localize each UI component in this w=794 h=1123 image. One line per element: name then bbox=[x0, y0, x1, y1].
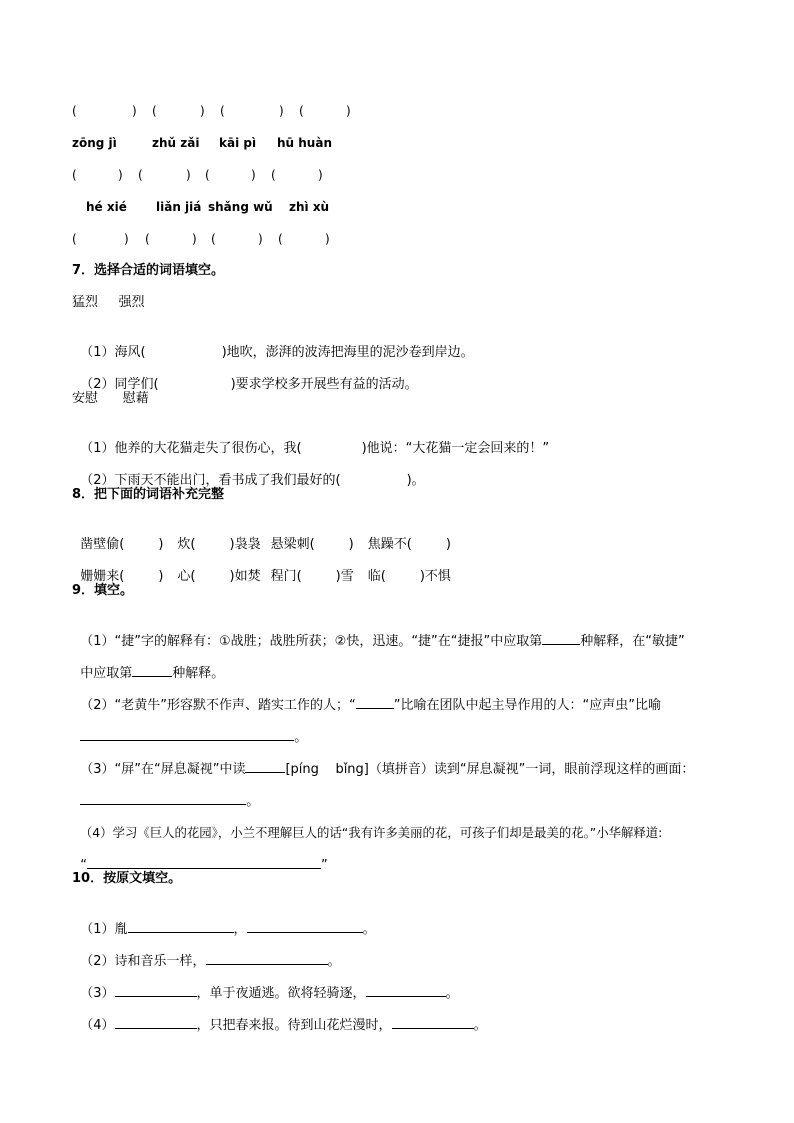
question-9-title: 9．填空。 bbox=[72, 583, 134, 598]
idiom-part: 姗姗来( bbox=[80, 569, 125, 584]
answer-blank[interactable] bbox=[392, 1016, 474, 1029]
pinyin-word: kāi pì bbox=[219, 136, 257, 150]
close-bracket: ) bbox=[200, 104, 205, 118]
question-7-item-3 bbox=[72, 422, 549, 458]
open-bracket: ( bbox=[72, 168, 77, 182]
idiom-part: 凿壁偷( bbox=[80, 537, 125, 552]
pinyin-word: zhǔ zǎi bbox=[152, 136, 200, 150]
item-text: （3）“屏”在“屏息凝视”中读 bbox=[80, 762, 246, 777]
item-text: （1）海风( bbox=[80, 345, 146, 360]
item-text: )他说：“大花猫一定会回来的！” bbox=[361, 441, 550, 456]
question-8-title: 8．把下面的词语补充完整 bbox=[72, 487, 225, 502]
item-text: ，只把春来报。待到山花烂漫时， bbox=[196, 1018, 392, 1033]
idiom-part: )不惧 bbox=[419, 569, 451, 584]
answer-blank[interactable] bbox=[245, 760, 285, 773]
open-bracket: ( bbox=[271, 168, 276, 182]
question-7-item-2 bbox=[72, 358, 418, 394]
item-text: ，单于夜遁逃。欲将轻骑逐， bbox=[196, 986, 366, 1001]
question-7-title: 7．选择合适的词语填空。 bbox=[72, 263, 225, 278]
answer-blank[interactable] bbox=[115, 984, 197, 997]
question-10-title: 10．按原文填空。 bbox=[72, 871, 182, 886]
answer-blank[interactable] bbox=[356, 696, 394, 709]
item-text: 种解释。 bbox=[172, 666, 225, 681]
open-bracket: ( bbox=[152, 104, 157, 118]
open-bracket: ( bbox=[211, 232, 216, 246]
question-8-row-1 bbox=[72, 518, 451, 554]
idiom-part: )雪 bbox=[335, 569, 354, 584]
close-bracket: ) bbox=[346, 104, 351, 118]
answer-blank[interactable] bbox=[247, 920, 363, 933]
close-bracket: ) bbox=[132, 104, 137, 118]
open-bracket: ( bbox=[299, 104, 304, 118]
open-bracket: ( bbox=[278, 232, 283, 246]
close-bracket: ) bbox=[258, 232, 263, 246]
pinyin-word: hé xié bbox=[86, 200, 127, 214]
idiom-part: )如焚 bbox=[229, 569, 261, 584]
item-text: “ bbox=[80, 858, 88, 873]
item-text: 。 bbox=[473, 1018, 487, 1033]
answer-blank[interactable] bbox=[80, 792, 246, 805]
idiom-part: ) bbox=[445, 537, 451, 552]
idiom-part: ) bbox=[158, 537, 164, 552]
question-7-item-1 bbox=[72, 326, 474, 362]
item-text: （2）同学们( bbox=[80, 377, 159, 392]
open-bracket: ( bbox=[220, 104, 225, 118]
answer-blank[interactable] bbox=[542, 632, 580, 645]
question-9-item-4 bbox=[72, 806, 662, 842]
question-10-item-4 bbox=[72, 998, 487, 1035]
item-text: （2）“老黄牛”形容默不作声、踏实工作的人；“ bbox=[80, 698, 356, 713]
item-text: （2）诗和音乐一样， bbox=[80, 954, 206, 969]
pinyin-word: zōng jì bbox=[72, 136, 117, 150]
item-text: （4） bbox=[80, 1018, 115, 1033]
close-bracket: ) bbox=[325, 232, 330, 246]
item-text: )。 bbox=[406, 473, 425, 488]
open-bracket: ( bbox=[72, 104, 77, 118]
close-bracket: ) bbox=[318, 168, 323, 182]
item-text: ” bbox=[321, 858, 328, 873]
open-bracket: ( bbox=[205, 168, 210, 182]
close-bracket: ) bbox=[186, 168, 191, 182]
item-text: 。 bbox=[362, 922, 376, 937]
item-text: （3） bbox=[80, 986, 115, 1001]
item-text: （1）胤 bbox=[80, 922, 128, 937]
item-text: )要求学校多开展些有益的活动。 bbox=[230, 377, 418, 392]
answer-blank[interactable] bbox=[80, 728, 294, 741]
answer-blank[interactable] bbox=[132, 664, 172, 677]
pinyin-word: liǎn jiá bbox=[156, 200, 202, 214]
item-text: ”比喻在团队中起主导作用的人：“应声虫”比喻 bbox=[393, 698, 661, 713]
question-8-row-2 bbox=[72, 550, 451, 586]
pinyin-word: shǎng wǔ bbox=[208, 200, 273, 214]
item-text: （1）他养的大花猫走失了很伤心，我( bbox=[80, 441, 302, 456]
close-bracket: ) bbox=[118, 168, 123, 182]
item-text: 中应取第 bbox=[80, 666, 133, 681]
answer-blank[interactable] bbox=[206, 952, 328, 965]
idiom-part: 悬梁刺( bbox=[270, 537, 315, 552]
open-bracket: ( bbox=[72, 232, 77, 246]
item-text: 。 bbox=[445, 986, 459, 1001]
pinyin-word: zhì xù bbox=[289, 200, 330, 214]
close-bracket: ) bbox=[279, 104, 284, 118]
idiom-part: 临( bbox=[367, 569, 386, 584]
item-text: )地吹，澎湃的波涛把海里的泥沙卷到岸边。 bbox=[221, 345, 474, 360]
item-text: [píng bǐng]（填拼音）读到“屏息凝视”一词，眼前浮现这样的画面： bbox=[285, 762, 695, 777]
item-text: （4）学习《巨人的花园》，小兰不理解巨人的话“我有许多美丽的花，可孩子们却是最美的花。”小华解释道: bbox=[79, 825, 663, 840]
close-bracket: ) bbox=[192, 232, 197, 246]
word-choices-1: 猛烈 强烈 bbox=[72, 295, 145, 310]
item-text: 。 bbox=[246, 794, 260, 809]
idiom-part: )袅袅 bbox=[229, 537, 261, 552]
answer-blank[interactable] bbox=[87, 856, 321, 869]
answer-blank[interactable] bbox=[115, 1016, 197, 1029]
item-text: 种解释，在“敏捷” bbox=[580, 634, 685, 649]
idiom-part: ) bbox=[158, 569, 164, 584]
item-text: ， bbox=[233, 922, 247, 937]
item-text: （1）“捷”字的解释有：①战胜；战胜所获；②快，迅速。“捷”在“捷报”中应取第 bbox=[80, 634, 543, 649]
idiom-part: ) bbox=[348, 537, 354, 552]
idiom-part: 焦躁不( bbox=[367, 537, 412, 552]
question-7-item-4 bbox=[72, 454, 425, 490]
word-choices-2: 安慰 慰藉 bbox=[72, 391, 149, 406]
close-bracket: ) bbox=[251, 168, 256, 182]
pinyin-word: hū huàn bbox=[277, 136, 332, 150]
answer-blank[interactable] bbox=[128, 920, 234, 933]
item-text: 。 bbox=[327, 954, 341, 969]
idiom-part: 心( bbox=[177, 569, 196, 584]
idiom-part: 炊( bbox=[177, 537, 196, 552]
open-bracket: ( bbox=[145, 232, 150, 246]
open-bracket: ( bbox=[138, 168, 143, 182]
close-bracket: ) bbox=[124, 232, 129, 246]
idiom-part: 程门( bbox=[270, 569, 302, 584]
item-text: （2）下雨天不能出门，看书成了我们最好的( bbox=[80, 473, 341, 488]
item-text: 。 bbox=[294, 730, 308, 745]
answer-blank[interactable] bbox=[366, 984, 446, 997]
